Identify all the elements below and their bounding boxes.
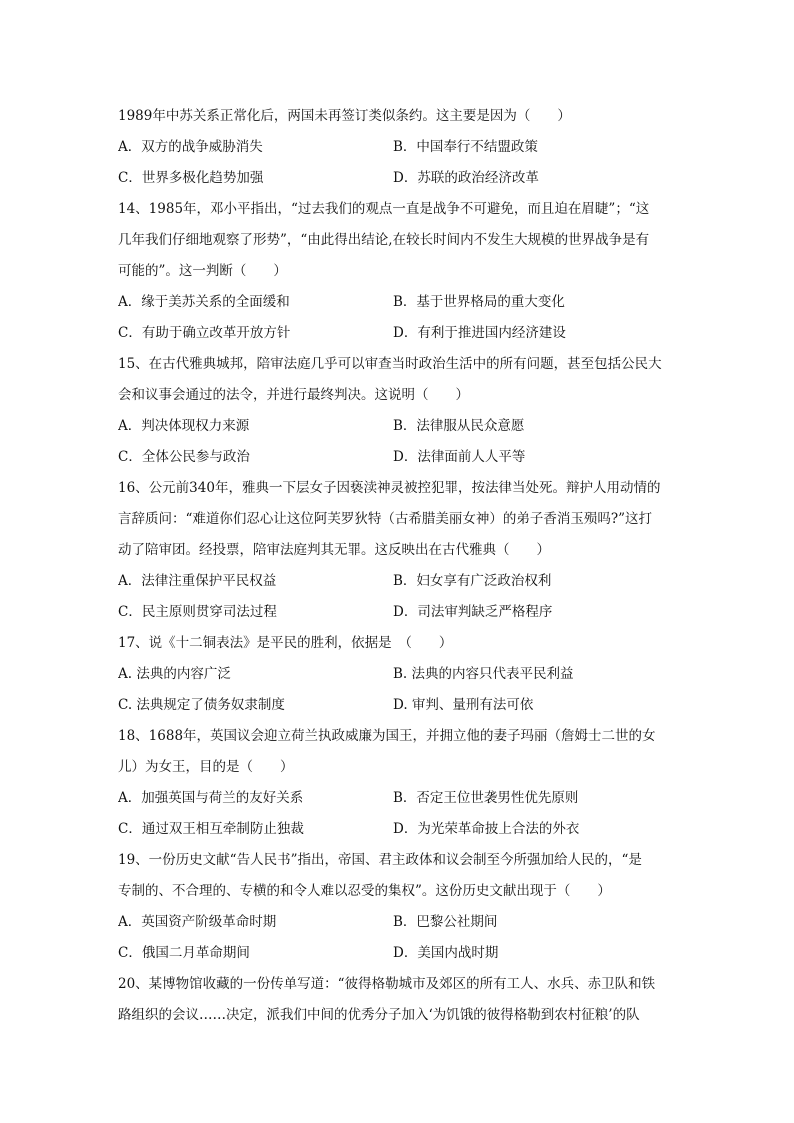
question-block — [118, 194, 678, 349]
answer-option: A．英国资产阶级革命时期 — [118, 914, 277, 930]
answer-option: D．司法审判缺乏严格程序 — [393, 604, 553, 620]
answer-option: C．有助于确立改革开放方针 — [118, 325, 291, 341]
answer-option: D．苏联的政治经济改革 — [393, 170, 539, 186]
answer-option: C．世界多极化趋势加强 — [118, 170, 264, 186]
answer-option: A．判决体现权力来源 — [118, 418, 250, 434]
options-row — [118, 659, 678, 690]
answer-option: B．否定王位世袭男性优先原则 — [393, 790, 579, 806]
answer-option: C．民主原则贯穿司法过程 — [118, 604, 277, 620]
answer-option: C．通过双王相互牵制防止独裁 — [118, 821, 304, 837]
question-block — [118, 969, 678, 1031]
answer-option: B. 法典的内容只代表平民利益 — [393, 666, 574, 682]
question-stem-line: 专制的、不合理的、专横的和令人难以忍受的集权”。这份历史文献出现于（ ） — [118, 883, 611, 899]
question-stem-line: 几年我们仔细地观察了形势”，“由此得出结论,在较长时间内不发生大规模的世界战争是有 — [118, 232, 650, 248]
answer-option: C. 法典规定了债务奴隶制度 — [118, 697, 285, 713]
question-stem-line: 19、一份历史文献“告人民书”指出，帝国、君主政体和议会制至今所强加给人民的，“是 — [118, 852, 642, 868]
answer-option: D．有利于推进国内经济建设 — [393, 325, 566, 341]
question-stem-line: 18、1688年，英国议会迎立荷兰执政威廉为国王，并拥立他的妻子玛丽（詹姆士二世的女 — [118, 728, 656, 744]
options-row — [118, 132, 678, 163]
answer-option: B．法律服从民众意愿 — [393, 418, 525, 434]
question-stem-line: 动了陪审团。经投票，陪审法庭判其无罪。这反映出在古代雅典（ ） — [118, 542, 550, 558]
question-stem-line: 17、说《十二铜表法》是平民的胜利，依据是 （ ） — [118, 635, 453, 651]
answer-option: D．为光荣革命披上合法的外衣 — [393, 821, 580, 837]
question-stem-line: 20、某博物馆收藏的一份传单写道：“彼得格勒城市及郊区的所有工人、水兵、赤卫队和铁 — [118, 976, 656, 992]
answer-option: A．双方的战争威胁消失 — [118, 139, 263, 155]
answer-option: C．俄国二月革命期间 — [118, 945, 250, 961]
answer-option: A．加强英国与荷兰的友好关系 — [118, 790, 304, 806]
answer-option: D. 审判、量刑有法可依 — [393, 697, 534, 713]
answer-option: B．巴黎公社期间 — [393, 914, 498, 930]
options-row — [118, 597, 678, 628]
question-stem-line: 1989年中苏关系正常化后，两国未再签订类似条约。这主要是因为（ ） — [118, 108, 571, 124]
question-stem-line: 儿）为女王，目的是（ ） — [118, 759, 294, 775]
options-row — [118, 690, 678, 721]
answer-option: A．缘于美苏关系的全面缓和 — [118, 294, 290, 310]
options-row — [118, 442, 678, 473]
answer-option: B．中国奉行不结盟政策 — [393, 139, 538, 155]
question-stem-line: 16、公元前340年，雅典一下层女子因亵渎神灵被控犯罪，按法律当处死。辩护人用动情的 — [118, 480, 661, 496]
question-stem-line: 路组织的会议……决定，派我们中间的优秀分子加入‘为饥饿的彼得格勒到农村征粮’的队 — [118, 1007, 640, 1023]
answer-option: A．法律注重保护平民权益 — [118, 573, 277, 589]
question-block — [118, 845, 678, 969]
options-row — [118, 938, 678, 969]
options-row — [118, 783, 678, 814]
answer-option: C．全体公民参与政治 — [118, 449, 250, 465]
answer-option: B．妇女享有广泛政治权利 — [393, 573, 552, 589]
question-block — [118, 721, 678, 845]
question-stem-line: 14、1985年，邓小平指出，“过去我们的观点一直是战争不可避免，而且迫在眉睫”；“这 — [118, 201, 650, 217]
options-row — [118, 163, 678, 194]
question-stem-line: 可能的”。这一判断（ ） — [118, 263, 287, 279]
question-list — [118, 101, 678, 1031]
question-block — [118, 101, 678, 194]
options-row — [118, 814, 678, 845]
question-block — [118, 628, 678, 721]
options-row — [118, 411, 678, 442]
options-row — [118, 287, 678, 318]
answer-option: D．美国内战时期 — [393, 945, 499, 961]
question-stem-line: 会和议事会通过的法令，并进行最终判决。这说明（ ） — [118, 387, 469, 403]
question-block — [118, 473, 678, 628]
question-stem-line: 15、在古代雅典城邦，陪审法庭几乎可以审查当时政治生活中的所有问题，甚至包括公民大 — [118, 356, 662, 372]
options-row — [118, 907, 678, 938]
question-block — [118, 349, 678, 473]
answer-option: B．基于世界格局的重大变化 — [393, 294, 565, 310]
answer-option: D．法律面前人人平等 — [393, 449, 526, 465]
options-row — [118, 566, 678, 597]
answer-option: A. 法典的内容广泛 — [118, 666, 231, 682]
options-row — [118, 318, 678, 349]
question-stem-line: 言辞质问：“难道你们忍心让这位阿芙罗狄特（古希腊美丽女神）的弟子香消玉殒吗?”这打 — [118, 511, 653, 527]
